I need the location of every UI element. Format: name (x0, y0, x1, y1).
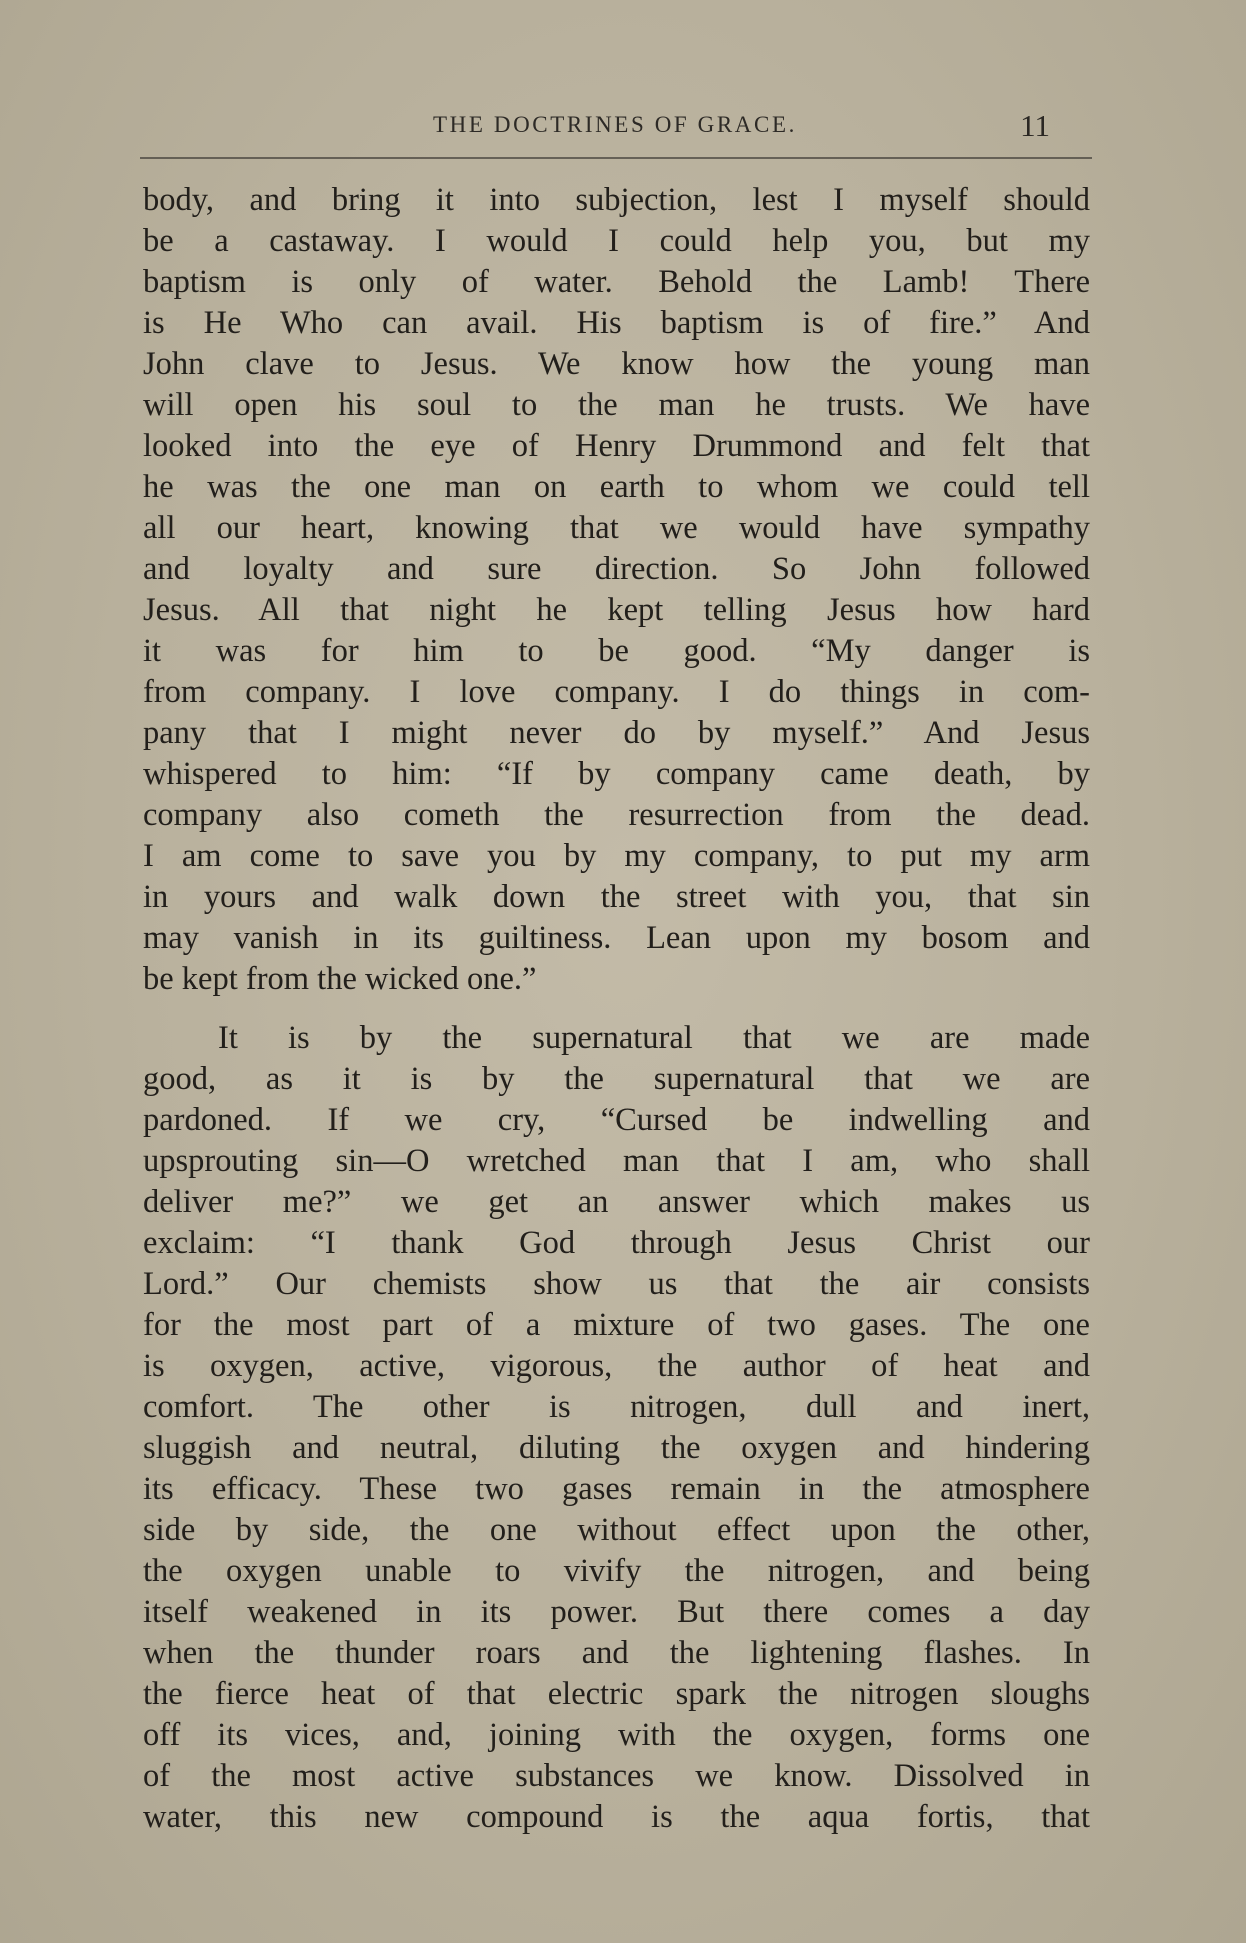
text-line: pany that I might never do by myself.” And Jesus (143, 715, 1090, 751)
running-title: THE DOCTRINES OF GRACE. (433, 112, 797, 137)
text-line: off its vices, and, joining with the oxygen, forms one (143, 1717, 1090, 1753)
body-text (143, 180, 1090, 1838)
text-line: company also cometh the resurrection from the dead. (143, 797, 1090, 833)
text-line: of the most active substances we know. Dissolved in (143, 1758, 1090, 1794)
text-line: when the thunder roars and the lightening flashes. In (143, 1635, 1090, 1671)
page-number: 11 (1020, 108, 1050, 143)
text-line: it was for him to be good. “My danger is (143, 633, 1090, 669)
text-line: body, and bring it into subjection, lest I myself should (143, 182, 1090, 218)
text-line: It is by the supernatural that we are made (218, 1020, 1090, 1056)
text-line: the oxygen unable to vivify the nitrogen, and being (143, 1553, 1090, 1589)
text-line: itself weakened in its power. But there comes a day (143, 1594, 1090, 1630)
text-line: comfort. The other is nitrogen, dull and inert, (143, 1389, 1090, 1425)
text-line: is He Who can avail. His baptism is of fire.” And (143, 305, 1090, 341)
text-line: Lord.” Our chemists show us that the air consists (143, 1266, 1090, 1302)
text-line: looked into the eye of Henry Drummond and felt that (143, 428, 1090, 464)
text-line: baptism is only of water. Behold the Lamb! There (143, 264, 1090, 300)
text-line: the fierce heat of that electric spark the nitrogen sloughs (143, 1676, 1090, 1712)
text-line: from company. I love company. I do things in com- (143, 674, 1090, 710)
text-line: upsprouting sin—O wretched man that I am, who shall (143, 1143, 1090, 1179)
text-line: he was the one man on earth to whom we could tell (143, 469, 1090, 505)
running-head (140, 108, 1090, 148)
text-line: pardoned. If we cry, “Cursed be indwelling and (143, 1102, 1090, 1138)
text-line: and loyalty and sure direction. So John followed (143, 551, 1090, 587)
text-line: for the most part of a mixture of two gases. The one (143, 1307, 1090, 1343)
paragraph-gap (143, 1000, 1090, 1018)
text-line: I am come to save you by my company, to put my arm (143, 838, 1090, 874)
paragraph (143, 180, 1090, 1000)
text-line: exclaim: “I thank God through Jesus Christ our (143, 1225, 1090, 1261)
text-line: water, this new compound is the aqua fortis, that (143, 1799, 1090, 1835)
text-line: John clave to Jesus. We know how the young man (143, 346, 1090, 382)
text-line: all our heart, knowing that we would have sympathy (143, 510, 1090, 546)
text-line: good, as it is by the supernatural that we are (143, 1061, 1090, 1097)
text-line: be a castaway. I would I could help you, but my (143, 223, 1090, 259)
text-line: be kept from the wicked one.” (143, 961, 537, 997)
paragraph (143, 1018, 1090, 1838)
text-line: may vanish in its guiltiness. Lean upon my bosom and (143, 920, 1090, 956)
text-line: is oxygen, active, vigorous, the author of heat and (143, 1348, 1090, 1384)
text-line: deliver me?” we get an answer which makes us (143, 1184, 1090, 1220)
header-rule (140, 157, 1092, 159)
text-line: its efficacy. These two gases remain in the atmosphere (143, 1471, 1090, 1507)
text-line: sluggish and neutral, diluting the oxygen and hindering (143, 1430, 1090, 1466)
text-line: side by side, the one without effect upon the other, (143, 1512, 1090, 1548)
text-line: whispered to him: “If by company came death, by (143, 756, 1090, 792)
text-line: in yours and walk down the street with you, that sin (143, 879, 1090, 915)
text-line: will open his soul to the man he trusts. We have (143, 387, 1090, 423)
text-line: Jesus. All that night he kept telling Jesus how hard (143, 592, 1090, 628)
